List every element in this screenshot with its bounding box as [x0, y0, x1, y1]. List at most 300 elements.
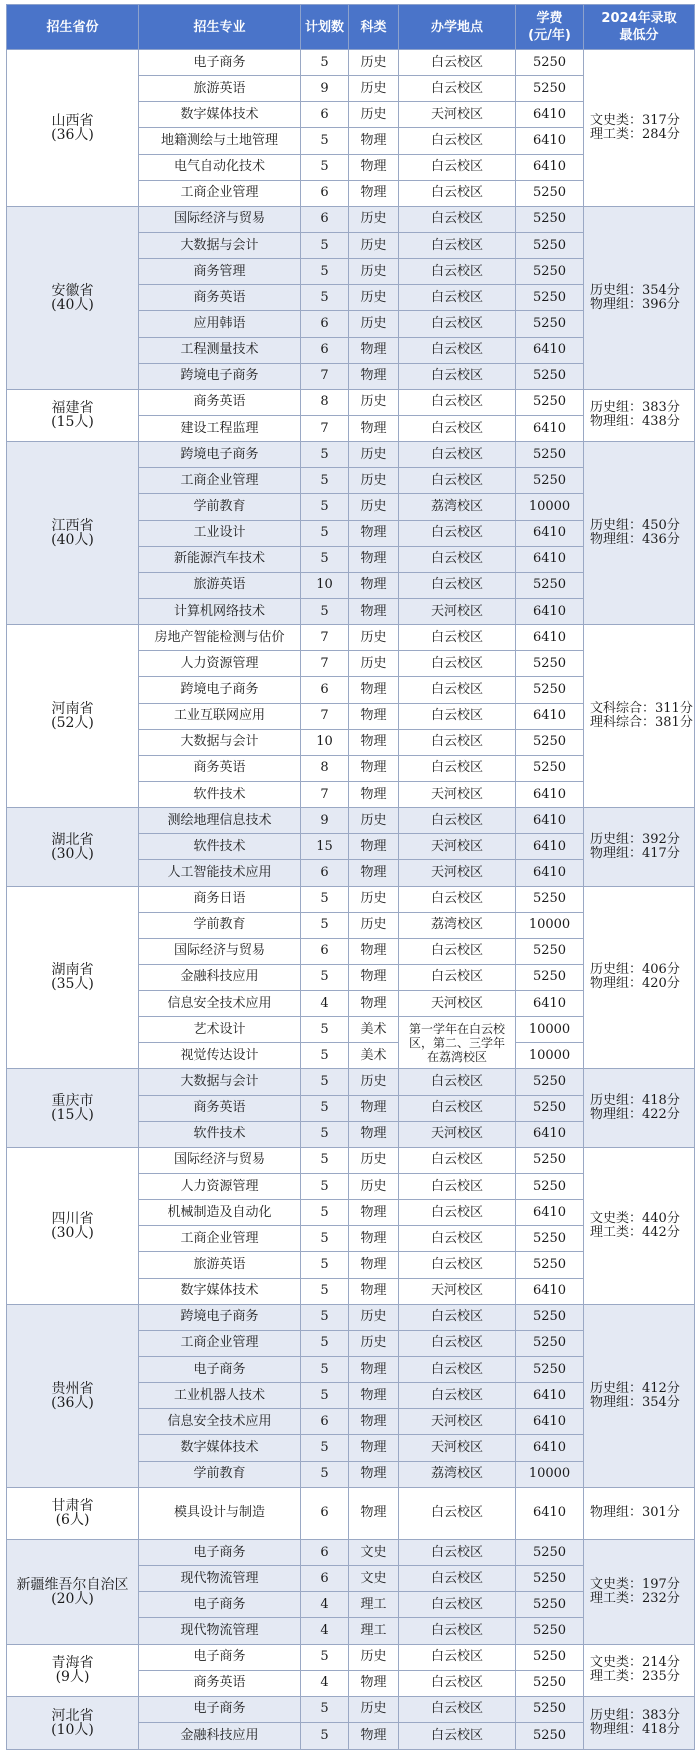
subject-cell: 物理 [349, 781, 399, 807]
fee-cell: 5250 [516, 1304, 584, 1330]
major-cell: 跨境电子商务 [139, 1304, 301, 1330]
subject-cell: 物理 [349, 938, 399, 964]
header-subject [349, 5, 399, 50]
plan-cell: 6 [301, 311, 349, 337]
min-score-line: 物理组：418分 [590, 1721, 680, 1737]
fee-cell: 5250 [516, 468, 584, 494]
table-row [7, 1069, 695, 1095]
major-cell: 金融科技应用 [139, 1723, 301, 1750]
fee-cell: 5250 [516, 206, 584, 232]
min-score-cell [584, 206, 695, 389]
fee-cell: 5250 [516, 1226, 584, 1252]
major-cell: 房地产智能检测与估价 [139, 625, 301, 651]
plan-cell: 6 [301, 860, 349, 886]
major-cell: 计算机网络技术 [139, 598, 301, 624]
subject-cell: 物理 [349, 1383, 399, 1409]
plan-cell: 5 [301, 154, 349, 180]
plan-cell: 5 [301, 1278, 349, 1304]
province-quota: (40人) [51, 532, 94, 549]
min-score-cell [584, 1696, 695, 1749]
province-cell [7, 389, 139, 441]
subject-cell: 历史 [349, 76, 399, 102]
plan-cell: 4 [301, 1592, 349, 1618]
fee-cell: 5250 [516, 1644, 584, 1670]
location-cell: 白云校区 [399, 442, 516, 468]
location-cell: 白云校区 [399, 1644, 516, 1670]
subject-cell: 历史 [349, 232, 399, 258]
location-cell: 白云校区 [399, 964, 516, 990]
major-cell: 工业互联网应用 [139, 703, 301, 729]
fee-cell: 6410 [516, 128, 584, 154]
subject-cell: 美术 [349, 1043, 399, 1069]
major-cell: 信息安全技术应用 [139, 1409, 301, 1435]
subject-cell: 历史 [349, 886, 399, 912]
subject-cell: 美术 [349, 1017, 399, 1043]
location-cell: 白云校区 [399, 1252, 516, 1278]
major-cell: 工业机器人技术 [139, 1383, 301, 1409]
province-cell [7, 886, 139, 1069]
location-cell: 天河校区 [399, 834, 516, 860]
subject-cell: 物理 [349, 363, 399, 389]
subject-cell: 物理 [349, 415, 399, 441]
plan-cell: 10 [301, 729, 349, 755]
major-cell: 现代物流管理 [139, 1566, 301, 1592]
major-cell: 建设工程监理 [139, 415, 301, 441]
plan-cell: 8 [301, 755, 349, 781]
subject-cell: 历史 [349, 1069, 399, 1095]
location-note-line: 区，第二、三学年 [408, 1035, 505, 1050]
province-cell [7, 1147, 139, 1304]
subject-cell: 历史 [349, 1304, 399, 1330]
subject-cell: 物理 [349, 755, 399, 781]
plan-cell: 6 [301, 1409, 349, 1435]
fee-cell: 10000 [516, 494, 584, 520]
subject-cell: 理工 [349, 1618, 399, 1644]
subject-cell: 历史 [349, 389, 399, 415]
province-name: 湖北省 [51, 831, 94, 848]
fee-cell: 5250 [516, 886, 584, 912]
subject-cell: 历史 [349, 912, 399, 938]
plan-cell: 5 [301, 1383, 349, 1409]
fee-cell: 6410 [516, 102, 584, 128]
plan-cell: 6 [301, 337, 349, 363]
province-cell [7, 1696, 139, 1749]
fee-cell: 5250 [516, 285, 584, 311]
province-quota: (20人) [51, 1590, 94, 1607]
province-cell [7, 1304, 139, 1487]
subject-cell: 历史 [349, 1696, 399, 1722]
plan-cell: 5 [301, 1435, 349, 1461]
major-cell: 数字媒体技术 [139, 102, 301, 128]
province-name: 安徽省 [51, 282, 94, 299]
subject-cell: 历史 [349, 1644, 399, 1670]
location-cell: 荔湾校区 [399, 912, 516, 938]
min-score-line: 物理组：420分 [590, 976, 680, 992]
plan-cell: 5 [301, 285, 349, 311]
location-cell: 白云校区 [399, 755, 516, 781]
plan-cell: 5 [301, 494, 349, 520]
fee-cell: 10000 [516, 1461, 584, 1487]
subject-cell: 物理 [349, 1357, 399, 1383]
fee-cell: 5250 [516, 50, 584, 76]
subject-cell: 物理 [349, 703, 399, 729]
min-score-line: 物理组：438分 [590, 414, 680, 430]
table-row [7, 1487, 695, 1539]
subject-cell: 物理 [349, 1200, 399, 1226]
table-row [7, 389, 695, 415]
subject-cell: 历史 [349, 1330, 399, 1356]
major-cell: 数字媒体技术 [139, 1278, 301, 1304]
major-cell: 学前教育 [139, 1461, 301, 1487]
header-score [584, 5, 695, 50]
plan-cell: 5 [301, 1200, 349, 1226]
location-cell: 天河校区 [399, 1278, 516, 1304]
subject-cell: 物理 [349, 572, 399, 598]
plan-cell: 10 [301, 572, 349, 598]
fee-cell: 6410 [516, 1435, 584, 1461]
fee-cell: 5250 [516, 1147, 584, 1173]
subject-cell: 物理 [349, 1409, 399, 1435]
subject-cell: 历史 [349, 102, 399, 128]
min-score-line: 理工类：235分 [590, 1669, 680, 1685]
major-cell: 商务日语 [139, 886, 301, 912]
location-cell: 白云校区 [399, 1200, 516, 1226]
fee-cell: 5250 [516, 76, 584, 102]
province-cell [7, 625, 139, 808]
location-note-line: 第一学年在白云校 [408, 1021, 505, 1036]
location-cell: 白云校区 [399, 677, 516, 703]
plan-cell: 7 [301, 415, 349, 441]
major-cell: 测绘地理信息技术 [139, 808, 301, 834]
location-cell: 天河校区 [399, 781, 516, 807]
plan-cell: 5 [301, 442, 349, 468]
plan-cell: 7 [301, 651, 349, 677]
major-cell: 国际经济与贸易 [139, 206, 301, 232]
province-quota: (15人) [51, 1107, 94, 1124]
major-cell: 学前教育 [139, 912, 301, 938]
min-score-cell [584, 886, 695, 1069]
major-cell: 电子商务 [139, 1644, 301, 1670]
plan-cell: 5 [301, 1095, 349, 1121]
province-cell [7, 442, 139, 625]
major-cell: 旅游英语 [139, 572, 301, 598]
plan-cell: 4 [301, 1618, 349, 1644]
major-cell: 跨境电子商务 [139, 677, 301, 703]
header-location-line: 办学地点 [430, 19, 483, 35]
major-cell: 艺术设计 [139, 1017, 301, 1043]
min-score-line: 理科综合：381分 [590, 715, 693, 731]
province-name: 青海省 [51, 1655, 94, 1672]
location-cell: 白云校区 [399, 76, 516, 102]
table-row [7, 1696, 695, 1722]
location-note-line: 在荔湾校区 [426, 1049, 487, 1064]
header-fee-line: (元/年) [528, 28, 571, 43]
header-major [139, 5, 301, 50]
province-cell [7, 1644, 139, 1696]
subject-cell: 历史 [349, 808, 399, 834]
location-cell: 白云校区 [399, 1147, 516, 1173]
province-quota: (15人) [51, 414, 94, 431]
fee-cell: 5250 [516, 259, 584, 285]
fee-cell: 5250 [516, 1252, 584, 1278]
fee-cell: 5250 [516, 180, 584, 206]
location-cell: 天河校区 [399, 102, 516, 128]
subject-cell: 物理 [349, 1226, 399, 1252]
header-fee-line: 学费 [536, 11, 563, 26]
plan-cell: 5 [301, 1461, 349, 1487]
table-row [7, 1304, 695, 1330]
fee-cell: 6410 [516, 1278, 584, 1304]
subject-cell: 物理 [349, 180, 399, 206]
subject-cell: 历史 [349, 206, 399, 232]
major-cell: 商务英语 [139, 285, 301, 311]
min-score-line: 理工类：284分 [590, 126, 680, 142]
table-row [7, 886, 695, 912]
province-quota: (30人) [51, 1224, 94, 1241]
fee-cell: 10000 [516, 1017, 584, 1043]
province-quota: (35人) [51, 976, 94, 993]
fee-cell: 5250 [516, 1618, 584, 1644]
location-cell: 白云校区 [399, 154, 516, 180]
major-cell: 跨境电子商务 [139, 363, 301, 389]
plan-cell: 5 [301, 1252, 349, 1278]
province-name: 河北省 [51, 1707, 94, 1724]
plan-cell: 5 [301, 1304, 349, 1330]
fee-cell: 6410 [516, 154, 584, 180]
subject-cell: 历史 [349, 442, 399, 468]
province-quota: (36人) [51, 126, 94, 143]
plan-cell: 5 [301, 1696, 349, 1722]
fee-cell: 6410 [516, 1200, 584, 1226]
major-cell: 商务英语 [139, 755, 301, 781]
location-cell: 白云校区 [399, 259, 516, 285]
fee-cell: 6410 [516, 625, 584, 651]
plan-cell: 5 [301, 546, 349, 572]
min-score-line: 文史类：317分 [590, 112, 680, 128]
fee-cell: 5250 [516, 1592, 584, 1618]
province-name: 重庆市 [51, 1093, 94, 1110]
location-cell: 白云校区 [399, 1226, 516, 1252]
subject-cell: 文史 [349, 1540, 399, 1566]
subject-cell: 物理 [349, 964, 399, 990]
subject-cell: 物理 [349, 1121, 399, 1147]
min-score-line: 文史类：214分 [590, 1655, 680, 1671]
major-cell: 人力资源管理 [139, 1174, 301, 1200]
subject-cell: 物理 [349, 991, 399, 1017]
table-row [7, 50, 695, 76]
location-note-cell [399, 1017, 516, 1069]
min-score-line: 理工类：232分 [590, 1590, 680, 1606]
plan-cell: 5 [301, 1644, 349, 1670]
subject-cell: 物理 [349, 154, 399, 180]
fee-cell: 5250 [516, 1566, 584, 1592]
fee-cell: 5250 [516, 572, 584, 598]
subject-cell: 物理 [349, 1435, 399, 1461]
major-cell: 商务英语 [139, 1095, 301, 1121]
province-quota: (52人) [51, 715, 94, 732]
fee-cell: 6410 [516, 991, 584, 1017]
fee-cell: 6410 [516, 1121, 584, 1147]
header-plan [301, 5, 349, 50]
location-cell: 白云校区 [399, 50, 516, 76]
location-cell: 白云校区 [399, 415, 516, 441]
min-score-cell [584, 1304, 695, 1487]
major-cell: 模具设计与制造 [139, 1487, 301, 1539]
header-subject-line: 科类 [360, 19, 387, 35]
major-cell: 视觉传达设计 [139, 1043, 301, 1069]
major-cell: 电子商务 [139, 1696, 301, 1722]
location-cell: 白云校区 [399, 206, 516, 232]
plan-cell: 7 [301, 781, 349, 807]
subject-cell: 物理 [349, 1278, 399, 1304]
province-quota: (30人) [51, 845, 94, 862]
plan-cell: 5 [301, 50, 349, 76]
major-cell: 金融科技应用 [139, 964, 301, 990]
province-quota: (10人) [51, 1721, 94, 1738]
location-cell: 白云校区 [399, 1618, 516, 1644]
major-cell: 大数据与会计 [139, 729, 301, 755]
location-cell: 白云校区 [399, 651, 516, 677]
major-cell: 工业设计 [139, 520, 301, 546]
province-name: 河南省 [51, 701, 94, 718]
fee-cell: 6410 [516, 415, 584, 441]
subject-cell: 物理 [349, 1723, 399, 1750]
min-score-line: 历史组：383分 [590, 400, 680, 416]
major-cell: 商务管理 [139, 259, 301, 285]
location-cell: 天河校区 [399, 860, 516, 886]
header-score-line: 2024年录取 [601, 11, 677, 26]
province-quota: (40人) [51, 296, 94, 313]
min-score-line: 历史组：418分 [590, 1093, 680, 1109]
major-cell: 旅游英语 [139, 1252, 301, 1278]
table-row [7, 206, 695, 232]
major-cell: 新能源汽车技术 [139, 546, 301, 572]
min-score-line: 历史组：412分 [590, 1380, 680, 1396]
province-quota: (6人) [55, 1512, 90, 1529]
plan-cell: 5 [301, 128, 349, 154]
province-cell [7, 1487, 139, 1539]
location-cell: 白云校区 [399, 389, 516, 415]
min-score-cell [584, 1540, 695, 1645]
major-cell: 机械制造及自动化 [139, 1200, 301, 1226]
subject-cell: 历史 [349, 285, 399, 311]
min-score-cell [584, 808, 695, 886]
plan-cell: 5 [301, 1043, 349, 1069]
major-cell: 电子商务 [139, 1357, 301, 1383]
fee-cell: 5250 [516, 938, 584, 964]
location-cell: 天河校区 [399, 1435, 516, 1461]
fee-cell: 5250 [516, 442, 584, 468]
plan-cell: 5 [301, 964, 349, 990]
location-cell: 白云校区 [399, 1566, 516, 1592]
location-cell: 白云校区 [399, 1357, 516, 1383]
location-cell: 白云校区 [399, 468, 516, 494]
major-cell: 跨境电子商务 [139, 442, 301, 468]
major-cell: 数字媒体技术 [139, 1435, 301, 1461]
plan-cell: 7 [301, 363, 349, 389]
min-score-line: 物理组：354分 [590, 1394, 680, 1410]
plan-cell: 4 [301, 1670, 349, 1696]
min-score-line: 文史类：440分 [590, 1210, 680, 1226]
fee-cell: 6410 [516, 808, 584, 834]
plan-cell: 9 [301, 808, 349, 834]
location-cell: 白云校区 [399, 128, 516, 154]
location-cell: 白云校区 [399, 1487, 516, 1539]
min-score-line: 物理组：396分 [590, 296, 680, 312]
province-name: 福建省 [51, 400, 94, 417]
subject-cell: 物理 [349, 860, 399, 886]
fee-cell: 6410 [516, 1409, 584, 1435]
major-cell: 工商企业管理 [139, 1330, 301, 1356]
subject-cell: 物理 [349, 1461, 399, 1487]
fee-cell: 5250 [516, 964, 584, 990]
fee-cell: 5250 [516, 651, 584, 677]
plan-cell: 6 [301, 206, 349, 232]
min-score-line: 文科综合：311分 [590, 701, 693, 717]
min-score-cell [584, 442, 695, 625]
fee-cell: 6410 [516, 781, 584, 807]
subject-cell: 历史 [349, 1147, 399, 1173]
plan-cell: 6 [301, 938, 349, 964]
location-cell: 天河校区 [399, 991, 516, 1017]
location-cell: 天河校区 [399, 1409, 516, 1435]
location-cell: 荔湾校区 [399, 494, 516, 520]
min-score-line: 物理组：417分 [590, 845, 680, 861]
major-cell: 大数据与会计 [139, 1069, 301, 1095]
plan-cell: 5 [301, 886, 349, 912]
min-score-line: 物理组：436分 [590, 532, 680, 548]
location-cell: 天河校区 [399, 598, 516, 624]
fee-cell: 5250 [516, 729, 584, 755]
min-score-line: 文史类：197分 [590, 1576, 680, 1592]
fee-cell: 5250 [516, 1723, 584, 1750]
min-score-line: 物理组：422分 [590, 1107, 680, 1123]
header-score-line: 最低分 [619, 28, 659, 43]
plan-cell: 5 [301, 1017, 349, 1043]
location-cell: 白云校区 [399, 1095, 516, 1121]
location-cell: 白云校区 [399, 1383, 516, 1409]
location-cell: 白云校区 [399, 232, 516, 258]
plan-cell: 5 [301, 468, 349, 494]
fee-cell: 5250 [516, 389, 584, 415]
subject-cell: 物理 [349, 1487, 399, 1539]
location-cell: 白云校区 [399, 285, 516, 311]
fee-cell: 5250 [516, 1696, 584, 1722]
plan-cell: 5 [301, 232, 349, 258]
province-cell [7, 206, 139, 389]
fee-cell: 5250 [516, 1670, 584, 1696]
plan-cell: 6 [301, 102, 349, 128]
location-cell: 白云校区 [399, 886, 516, 912]
subject-cell: 物理 [349, 520, 399, 546]
min-score-line: 历史组：406分 [590, 962, 680, 978]
min-score-line: 理工类：442分 [590, 1224, 680, 1240]
header-province-line: 招生省份 [46, 19, 99, 35]
major-cell: 商务英语 [139, 1670, 301, 1696]
major-cell: 旅游英语 [139, 76, 301, 102]
min-score-cell [584, 50, 695, 207]
subject-cell: 物理 [349, 729, 399, 755]
province-cell [7, 808, 139, 886]
fee-cell: 6410 [516, 598, 584, 624]
plan-cell: 5 [301, 259, 349, 285]
location-cell: 白云校区 [399, 1304, 516, 1330]
major-cell: 软件技术 [139, 1121, 301, 1147]
subject-cell: 物理 [349, 1670, 399, 1696]
major-cell: 电子商务 [139, 1540, 301, 1566]
plan-cell: 5 [301, 1069, 349, 1095]
location-cell: 白云校区 [399, 1670, 516, 1696]
